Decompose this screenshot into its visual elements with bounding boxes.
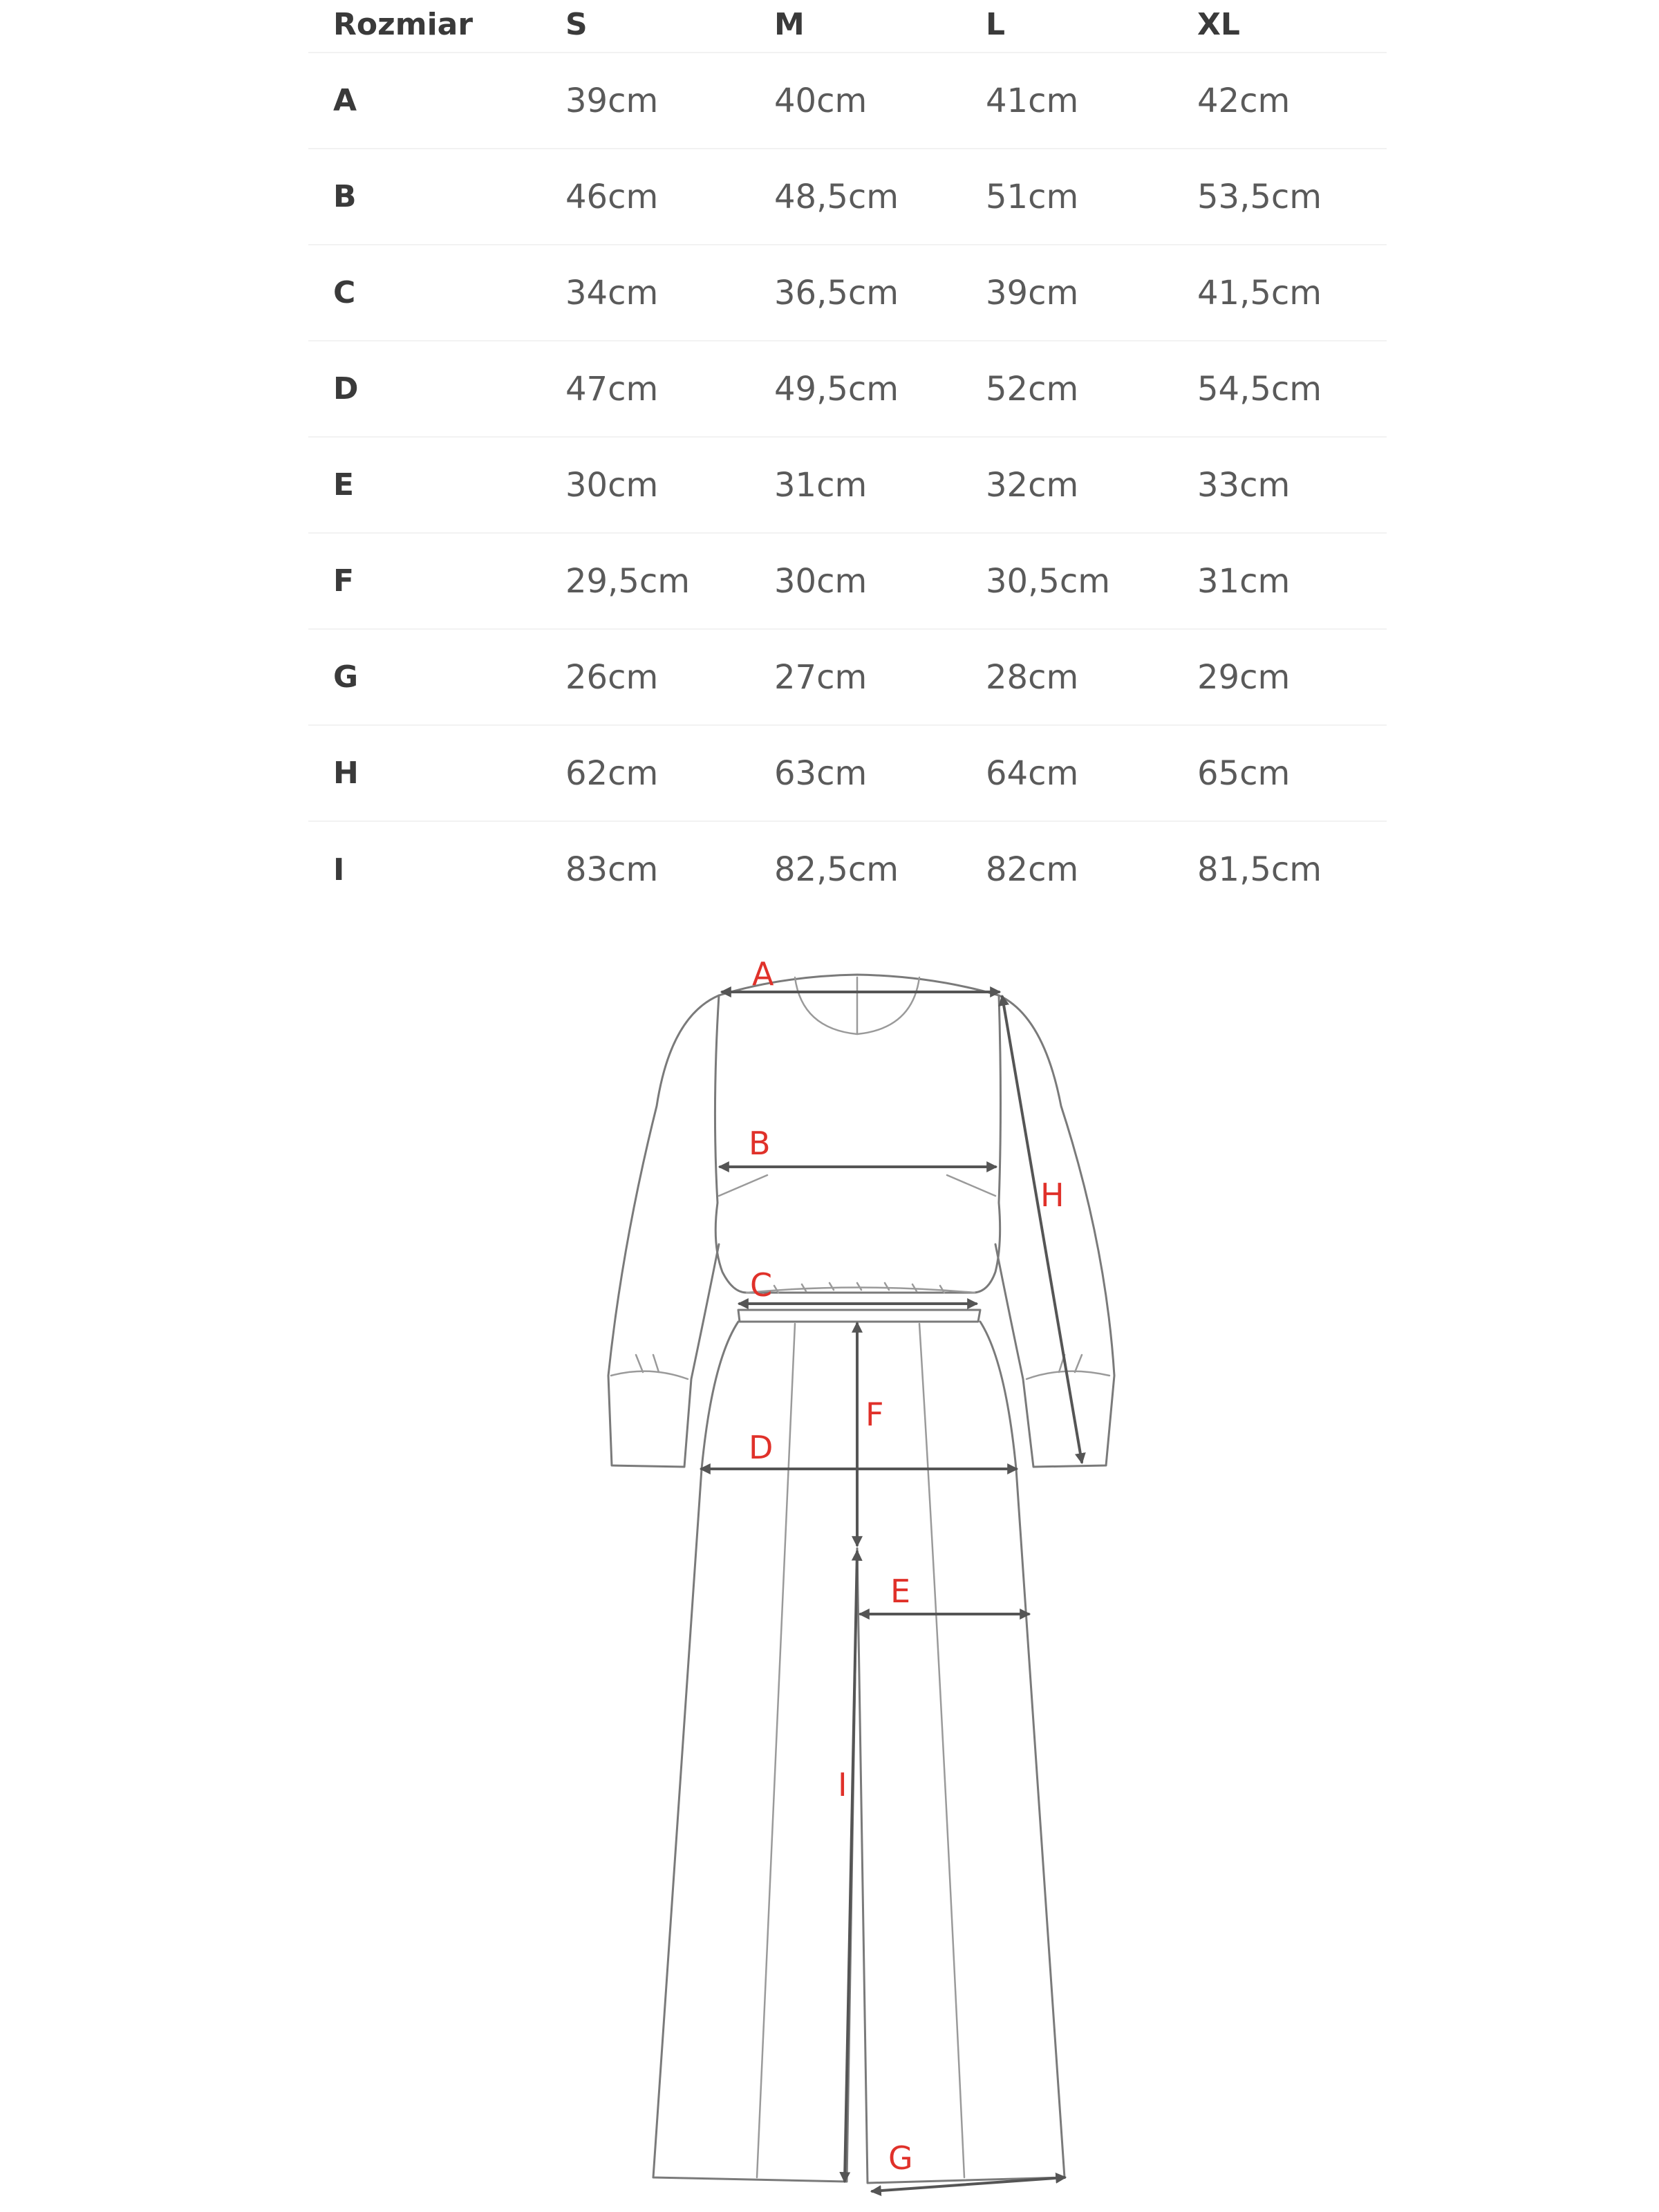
table-cell: 34cm — [565, 273, 659, 312]
table-cell: 40cm — [774, 81, 868, 120]
table-cell: 52cm — [986, 369, 1079, 409]
row-label: E — [333, 467, 355, 503]
table-row — [308, 341, 1387, 437]
measure-line-h — [1002, 997, 1082, 1462]
table-cell: 51cm — [986, 177, 1079, 216]
trousers-outline — [653, 1310, 1065, 2183]
table-cell: 39cm — [986, 273, 1079, 312]
table-cell: 64cm — [986, 753, 1079, 793]
header-size-label: Rozmiar — [333, 7, 474, 42]
row-label: I — [333, 852, 345, 888]
table-cell: 63cm — [774, 753, 868, 793]
table-cell: 42cm — [1197, 81, 1291, 120]
table-cell: 81,5cm — [1197, 850, 1322, 889]
row-label: F — [333, 563, 355, 599]
row-label: G — [333, 659, 359, 695]
measure-label-g: G — [888, 2139, 913, 2177]
header-row — [308, 0, 1387, 53]
row-label: H — [333, 756, 359, 791]
table-cell: 53,5cm — [1197, 177, 1322, 216]
table-cell: 26cm — [565, 657, 659, 697]
measure-label-a: A — [752, 955, 774, 993]
table-cell: 82cm — [986, 850, 1079, 889]
measurement-labels — [749, 955, 1065, 2177]
table-cell: 29cm — [1197, 657, 1291, 697]
table-cell: 46cm — [565, 177, 659, 216]
table-cell: 28cm — [986, 657, 1079, 697]
table-cell: 30,5cm — [986, 561, 1111, 601]
size-chart-header — [308, 0, 1387, 53]
header-size-xl: XL — [1197, 7, 1240, 42]
table-row — [308, 725, 1387, 821]
table-row — [308, 629, 1387, 725]
measure-label-d: D — [749, 1429, 774, 1466]
table-cell: 36,5cm — [774, 273, 899, 312]
measure-label-b: B — [749, 1125, 771, 1162]
blouse-outline — [608, 975, 1114, 1467]
measure-line-g — [872, 2177, 1065, 2191]
header-size-l: L — [986, 7, 1006, 42]
table-row — [308, 533, 1387, 629]
row-label: C — [333, 275, 356, 310]
table-row — [308, 437, 1387, 533]
measure-line-i — [845, 1552, 857, 2181]
measure-label-c: C — [750, 1266, 773, 1304]
header-size-s: S — [565, 7, 588, 42]
table-row — [308, 53, 1387, 149]
table-cell: 47cm — [565, 369, 659, 409]
table-cell: 30cm — [565, 465, 659, 505]
table-cell: 39cm — [565, 81, 659, 120]
table-cell: 49,5cm — [774, 369, 899, 409]
table-cell: 41,5cm — [1197, 273, 1322, 312]
table-row — [308, 245, 1387, 341]
table-row — [308, 821, 1387, 917]
measure-label-e: E — [890, 1573, 911, 1610]
table-cell: 32cm — [986, 465, 1079, 505]
table-cell: 62cm — [565, 753, 659, 793]
measurement-lines — [702, 992, 1082, 2191]
table-cell: 48,5cm — [774, 177, 899, 216]
table-cell: 30cm — [774, 561, 868, 601]
table-cell: 27cm — [774, 657, 868, 697]
table-row — [308, 149, 1387, 245]
size-chart-table — [308, 0, 1387, 917]
row-label: D — [333, 371, 359, 406]
measure-label-h: H — [1040, 1177, 1065, 1214]
table-cell: 31cm — [774, 465, 868, 505]
table-cell: 65cm — [1197, 753, 1291, 793]
measure-label-f: F — [865, 1396, 884, 1433]
measure-label-i: I — [838, 1766, 847, 1803]
table-cell: 29,5cm — [565, 561, 691, 601]
table-cell: 82,5cm — [774, 850, 899, 889]
table-cell: 54,5cm — [1197, 369, 1322, 409]
header-size-m: M — [774, 7, 805, 42]
table-cell: 83cm — [565, 850, 659, 889]
row-label: B — [333, 179, 357, 214]
table-cell: 31cm — [1197, 561, 1291, 601]
table-cell: 41cm — [986, 81, 1079, 120]
table-cell: 33cm — [1197, 465, 1291, 505]
row-label: A — [333, 83, 357, 118]
size-chart-body — [308, 53, 1387, 917]
